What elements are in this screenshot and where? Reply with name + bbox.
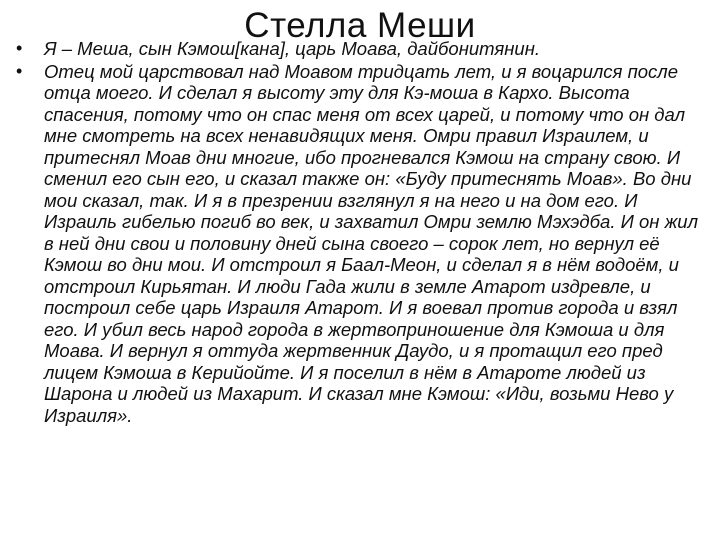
bullet-item xyxy=(14,61,704,427)
bullet-text: Отец мой царствовал над Моавом тридцать лет, и я воцарился после отца моего. И сделал я высоту эту для Кэ-моша в Кархо. Высота спасения, потому что он спас меня от всех царей, и потому что он дал мне смотреть на всех ненавидящих меня. Омри правил Израилем, и притеснял Моав дни многие, ибо прогневался Кэмош на страну свою. И сменил его сын его, и сказал также он: «Буду притеснять Моав». Во дни мои сказал, так. И я в презрении взглянул я на него и на дом его. И Израиль гибелью погиб во век, и захватил Омри землю Мэхэдба. И он жил в ней дни свои и половину дней сына своего – сорок лет, но вернул её Кэмош во дни мои. И отстроил я Баал-Меон, и сделал я в нём водоём, и отстроил Кирьятан. И люди Гада жили в земле Атарот издревле, и построил себе царь Израиля Атарот. И я воевал против города и взял его. И убил весь народ города в жертвоприношение для Кэмоша и для Моава. И вернул я оттуда жертвенник Даудо, и я протащил его пред лицем Кэмоша в Керийойте. И я поселил в нём в Атароте людей из Шарона и людей из Махарит. И сказал мне Кэмош: «Иди, возьми Нево у Израиля». xyxy=(44,60,699,426)
bullet-item xyxy=(14,38,704,60)
bullet-icon: • xyxy=(16,60,23,81)
bullet-icon: • xyxy=(16,38,23,58)
bullet-text: Я – Меша, сын Кэмош[кана], царь Моава, дайбонитянин. xyxy=(44,38,541,59)
slide-title: Стелла Меши xyxy=(244,6,476,45)
bullet-list xyxy=(14,38,704,427)
